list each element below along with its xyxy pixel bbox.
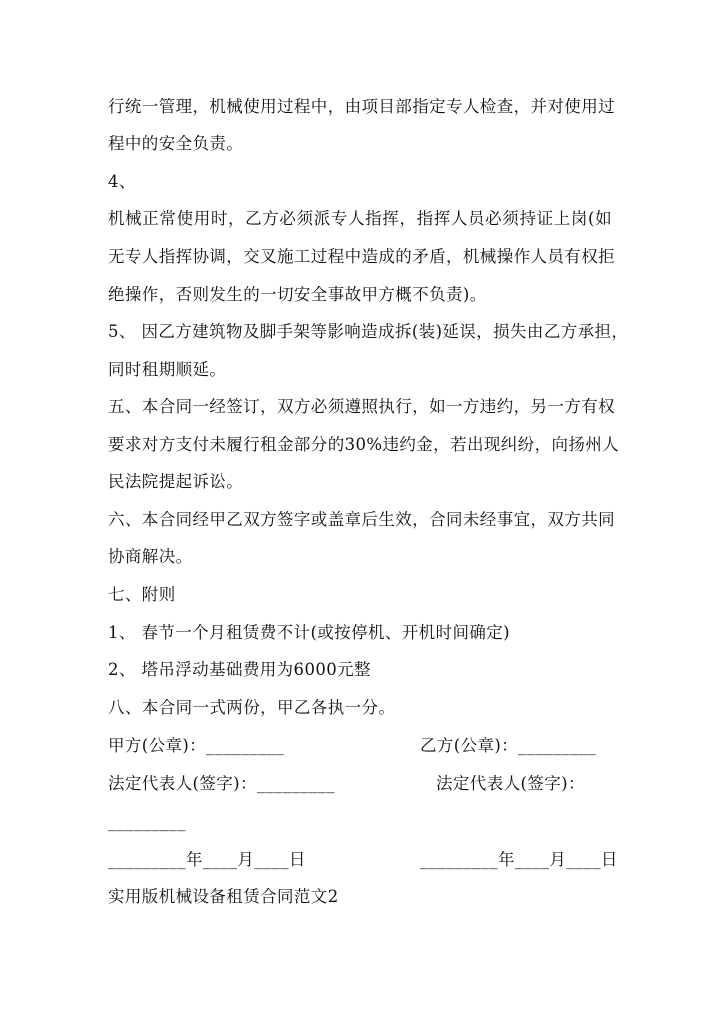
clause-number: 4、	[108, 172, 136, 191]
party-b-representative-blank: _________	[108, 812, 186, 831]
paragraph-line: 绝操作，否则发生的一切安全事故甲方概不负责)。	[108, 285, 487, 304]
paragraph-line: 协商解决。	[108, 547, 193, 566]
paragraph-line: 六、本合同经甲乙双方签字或盖章后生效，合同未经事宜，双方共同	[108, 510, 615, 529]
paragraph-line: 2、 塔吊浮动基础费用为6000元整	[108, 660, 371, 679]
party-b-seal-field: 乙方(公章)：_________	[420, 736, 597, 755]
section-heading: 七、附则	[108, 585, 176, 604]
paragraph-line: 1、 春节一个月租赁费不计(或按停机、开机时间确定)	[108, 623, 511, 642]
party-a-representative-field: 法定代表人(签字)：_________	[108, 774, 335, 793]
paragraph-line: 行统一管理，机械使用过程中，由项目部指定专人检查，并对使用过	[108, 97, 615, 116]
paragraph-line: 八、本合同一式两份，甲乙各执一分。	[108, 698, 396, 717]
paragraph-line: 机械正常使用时，乙方必须派专人指挥，指挥人员必须持证上岗(如	[108, 209, 612, 228]
party-a-seal-field: 甲方(公章)：_________	[108, 736, 285, 755]
paragraph-line: 要求对方支付未履行租金部分的30%违约金，若出现纠纷，向扬州人	[108, 435, 620, 454]
paragraph-line: 5、 因乙方建筑物及脚手架等影响造成拆(装)延误，损失由乙方承担，	[108, 322, 629, 341]
paragraph-line: 程中的安全负责。	[108, 134, 244, 153]
paragraph-line: 无专人指挥协调，交叉施工过程中造成的矛盾，机械操作人员有权拒	[108, 247, 615, 266]
paragraph-line: 民法院提起诉讼。	[108, 472, 244, 491]
party-a-date-field: _________年____月____日	[108, 850, 306, 869]
party-b-date-field: _________年____月____日	[420, 850, 618, 869]
paragraph-line: 同时租期顺延。	[108, 360, 227, 379]
party-b-representative-field: 法定代表人(签字)：	[436, 774, 585, 793]
paragraph-line: 五、本合同一经签订，双方必须遵照执行，如一方违约，另一方有权	[108, 397, 615, 416]
next-document-title: 实用版机械设备租赁合同范文2	[108, 887, 339, 906]
